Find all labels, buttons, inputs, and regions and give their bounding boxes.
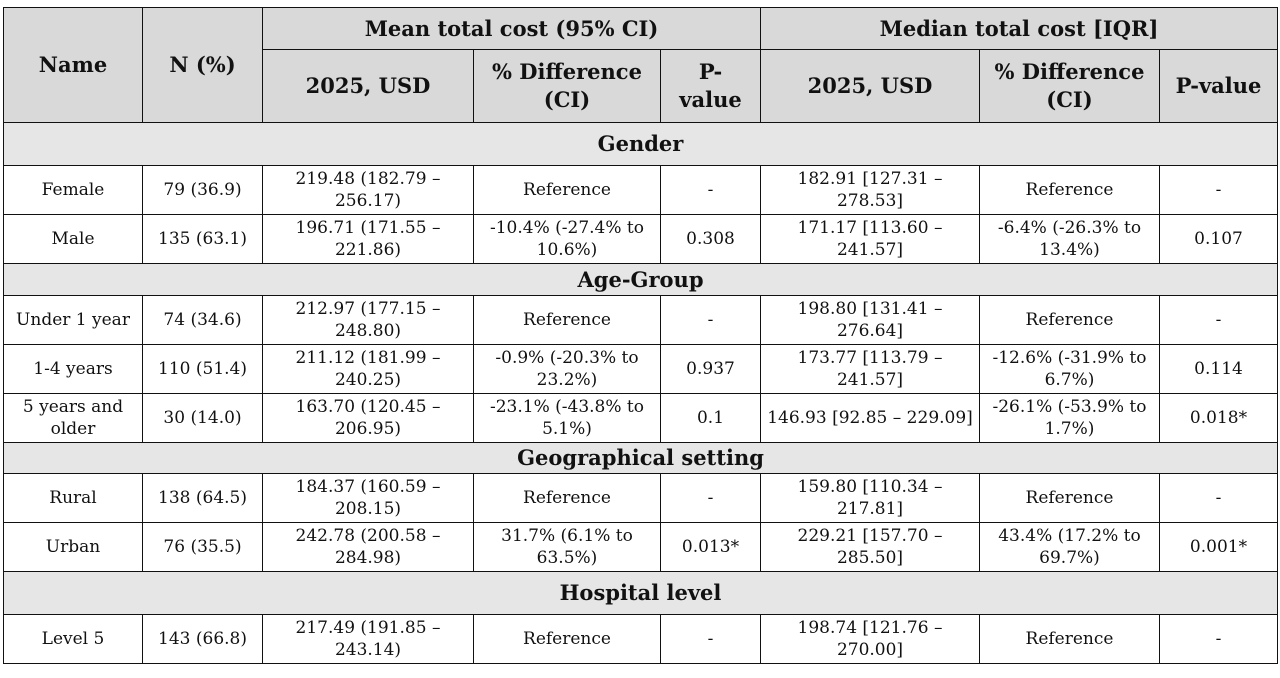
cell-mean-diff: -10.4% (-27.4% to 10.6%) (474, 215, 661, 264)
cell-n: 143 (66.8) (143, 615, 263, 664)
cell-median-diff: Reference (980, 166, 1160, 215)
cell-mean-diff: 31.7% (6.1% to 63.5%) (474, 523, 661, 572)
cell-n: 79 (36.9) (143, 166, 263, 215)
cell-name: Rural (4, 474, 143, 523)
header-n-pct: N (%) (143, 8, 263, 123)
header-name: Name (4, 8, 143, 123)
cell-mean-usd: 196.71 (171.55 – 221.86) (263, 215, 474, 264)
table-row (4, 166, 1278, 215)
cell-name: 5 years and older (4, 394, 143, 443)
cell-median-diff: -6.4% (-26.3% to 13.4%) (980, 215, 1160, 264)
cell-median-p: 0.107 (1160, 215, 1278, 264)
table-row (4, 296, 1278, 345)
header-median-pct-diff: % Difference (CI) (980, 50, 1160, 123)
cell-median-usd: 198.74 [121.76 – 270.00] (761, 615, 980, 664)
cell-median-usd: 173.77 [113.79 – 241.57] (761, 345, 980, 394)
cell-mean-p: - (661, 296, 761, 345)
cell-mean-p: - (661, 615, 761, 664)
cell-name: Under 1 year (4, 296, 143, 345)
header-median-group: Median total cost [IQR] (761, 8, 1278, 50)
cell-mean-diff: Reference (474, 166, 661, 215)
cell-mean-diff: Reference (474, 615, 661, 664)
cell-median-usd: 229.21 [157.70 – 285.50] (761, 523, 980, 572)
cell-mean-diff: -23.1% (-43.8% to 5.1%) (474, 394, 661, 443)
cell-median-usd: 159.80 [110.34 – 217.81] (761, 474, 980, 523)
section-row-hospital-level (4, 572, 1278, 615)
section-title: Hospital level (4, 572, 1278, 615)
cell-mean-p: - (661, 474, 761, 523)
cell-median-diff: Reference (980, 615, 1160, 664)
cell-mean-usd: 217.49 (191.85 – 243.14) (263, 615, 474, 664)
table-row (4, 345, 1278, 394)
header-mean-p-value: P-value (661, 50, 761, 123)
table-row (4, 394, 1278, 443)
cell-median-usd: 182.91 [127.31 – 278.53] (761, 166, 980, 215)
cell-median-diff: Reference (980, 296, 1160, 345)
cell-mean-usd: 211.12 (181.99 – 240.25) (263, 345, 474, 394)
header-mean-pct-diff: % Difference (CI) (474, 50, 661, 123)
cost-table (3, 7, 1278, 664)
cell-mean-p: - (661, 166, 761, 215)
cell-median-p: 0.114 (1160, 345, 1278, 394)
header-median-p-value: P-value (1160, 50, 1278, 123)
cell-n: 74 (34.6) (143, 296, 263, 345)
cell-mean-usd: 212.97 (177.15 – 248.80) (263, 296, 474, 345)
cell-mean-usd: 242.78 (200.58 – 284.98) (263, 523, 474, 572)
cell-median-diff: Reference (980, 474, 1160, 523)
cell-name: Female (4, 166, 143, 215)
cell-name: 1-4 years (4, 345, 143, 394)
cell-mean-usd: 184.37 (160.59 – 208.15) (263, 474, 474, 523)
cell-mean-p: 0.1 (661, 394, 761, 443)
cell-n: 135 (63.1) (143, 215, 263, 264)
section-row-age-group (4, 264, 1278, 296)
cell-median-usd: 198.80 [131.41 – 276.64] (761, 296, 980, 345)
cell-mean-p: 0.308 (661, 215, 761, 264)
cell-median-diff: -12.6% (-31.9% to 6.7%) (980, 345, 1160, 394)
cell-median-diff: 43.4% (17.2% to 69.7%) (980, 523, 1160, 572)
header-mean-usd: 2025, USD (263, 50, 474, 123)
section-title: Gender (4, 123, 1278, 166)
table-row (4, 215, 1278, 264)
section-row-gender (4, 123, 1278, 166)
cell-n: 76 (35.5) (143, 523, 263, 572)
section-row-geographical-setting (4, 443, 1278, 474)
cell-median-diff: -26.1% (-53.9% to 1.7%) (980, 394, 1160, 443)
cell-n: 138 (64.5) (143, 474, 263, 523)
cell-median-p: 0.001* (1160, 523, 1278, 572)
cell-name: Male (4, 215, 143, 264)
cell-median-p: - (1160, 166, 1278, 215)
table-row (4, 474, 1278, 523)
cell-mean-p: 0.937 (661, 345, 761, 394)
cell-mean-diff: Reference (474, 474, 661, 523)
section-title: Age-Group (4, 264, 1278, 296)
cell-median-p: 0.018* (1160, 394, 1278, 443)
table-row (4, 615, 1278, 664)
table-row (4, 523, 1278, 572)
cell-n: 110 (51.4) (143, 345, 263, 394)
cell-name: Level 5 (4, 615, 143, 664)
cell-median-usd: 171.17 [113.60 – 241.57] (761, 215, 980, 264)
cell-mean-diff: Reference (474, 296, 661, 345)
header-mean-group: Mean total cost (95% CI) (263, 8, 761, 50)
cell-name: Urban (4, 523, 143, 572)
cell-median-p: - (1160, 615, 1278, 664)
cell-mean-diff: -0.9% (-20.3% to 23.2%) (474, 345, 661, 394)
cell-mean-usd: 219.48 (182.79 – 256.17) (263, 166, 474, 215)
section-title: Geographical setting (4, 443, 1278, 474)
cell-median-p: - (1160, 474, 1278, 523)
header-median-usd: 2025, USD (761, 50, 980, 123)
cell-n: 30 (14.0) (143, 394, 263, 443)
cell-mean-usd: 163.70 (120.45 – 206.95) (263, 394, 474, 443)
cell-median-usd: 146.93 [92.85 – 229.09] (761, 394, 980, 443)
cell-median-p: - (1160, 296, 1278, 345)
cell-mean-p: 0.013* (661, 523, 761, 572)
